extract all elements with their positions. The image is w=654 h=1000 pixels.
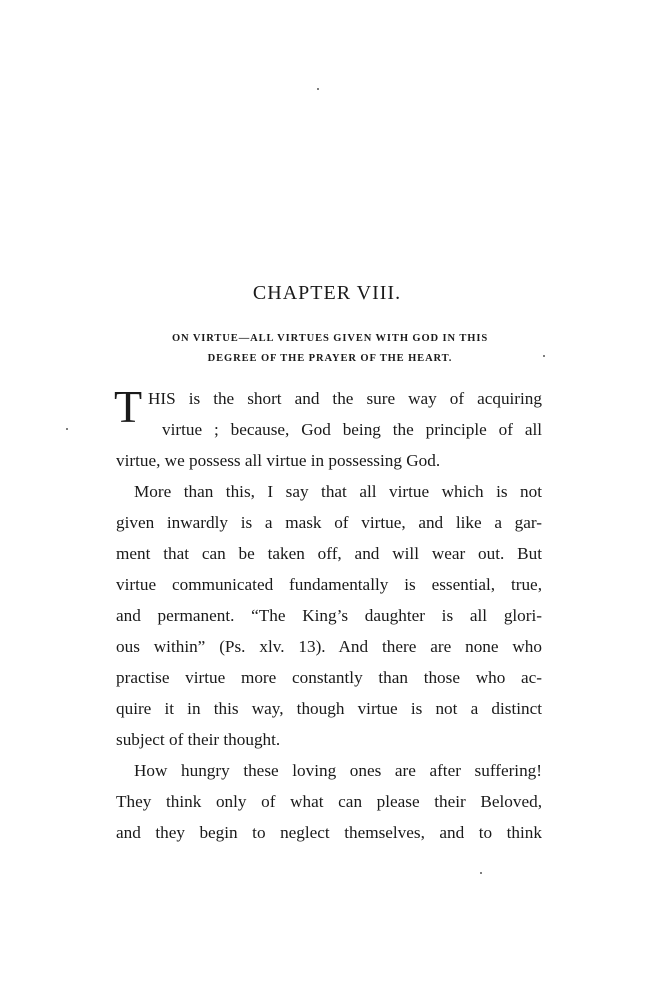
scan-speck [317, 88, 319, 90]
paragraph-2-line-9: subject of their thought. [116, 730, 281, 749]
paragraph-2-line-8: quire it in this way, though virtue is not a distinct [116, 699, 542, 718]
chapter-subtitle-line-1: ON VIRTUE—ALL VIRTUES GIVEN WITH GOD IN THIS [171, 333, 489, 344]
paragraph-1-line-2: virtue ; because, God being the principle of all [162, 420, 542, 439]
chapter-subtitle [118, 329, 542, 369]
paragraph-2-line-4: virtue communicated fundamentally is essential, true, [116, 575, 542, 594]
drop-cap: T [114, 381, 143, 432]
paragraph-2-line-6: ous within” (Ps. xlv. 13). And there are none who [116, 637, 542, 656]
paragraph-3-line-2: They think only of what can please their Beloved, [116, 792, 542, 811]
paragraph-1-line-3: virtue, we possess all virtue in possessing God. [116, 451, 441, 470]
chapter-title: CHAPTER VIII. [252, 282, 402, 304]
paragraph-2-line-5: and permanent. “The King’s daughter is all glori- [116, 606, 542, 625]
paragraph-3-line-3: and they begin to neglect themselves, and to think [116, 823, 542, 842]
scan-speck [66, 428, 68, 430]
chapter-subtitle-line-2: DEGREE OF THE PRAYER OF THE HEART. [207, 353, 453, 364]
paragraph-2-line-7: practise virtue more constantly than those who ac- [116, 668, 542, 687]
paragraph-3-line-1: How hungry these loving ones are after suffering! [134, 761, 542, 780]
scan-speck [480, 872, 482, 874]
paragraph-2-line-2: given inwardly is a mask of virtue, and like a gar- [116, 513, 542, 532]
paragraph-1-line-1: HIS is the short and the sure way of acquiring [148, 389, 542, 408]
scan-speck [543, 355, 545, 357]
paragraph-2-line-3: ment that can be taken off, and will wear out. But [116, 544, 542, 563]
paragraph-2-line-1: More than this, I say that all virtue which is not [134, 482, 542, 501]
